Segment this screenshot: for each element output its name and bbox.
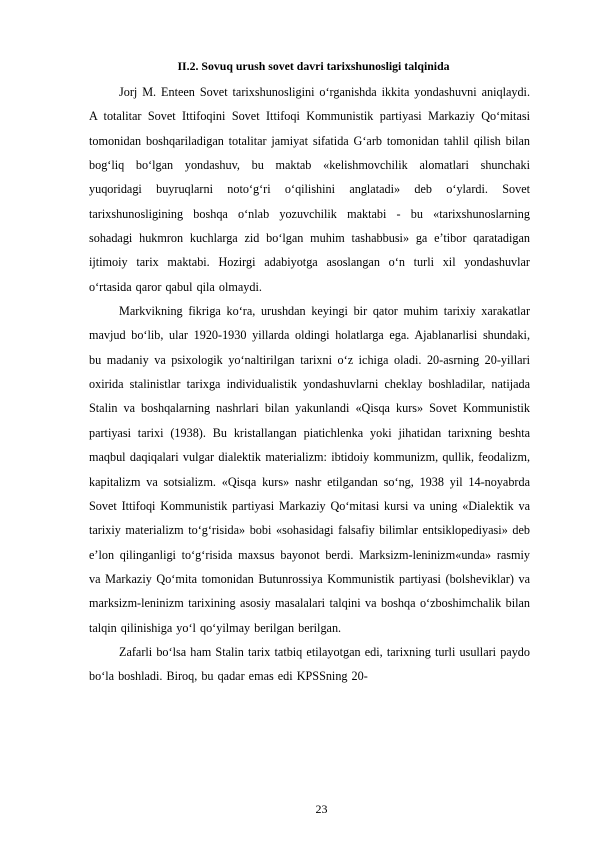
paragraph-3: Zafarli bo‘lsa ham Stalin tarix tatbiq etilayotgan edi, tarixning turli usullari paydo bo‘la boshladi. Biroq, bu qadar emas edi KPSSning 20- — [89, 644, 530, 684]
body-text — [89, 80, 530, 689]
paragraph-1: Jorj M. Enteen Sovet tarixshunosligini o‘rganishda ikkita yondashuvni aniqlaydi. A totalitar Sovet Ittifoqini Sovet Ittifoqi Kommunistik partiyasi Markaziy Qo‘mitasi tomonidan boshqariladigan totalitar jamiyat sifatida G‘arb tomonidan tahlil qilish bilan bog‘liq bo‘lgan yondashuv, bu maktab «kelishmovchilik alomatlari shunchaki yuqoridagi buyruqlarni noto‘g‘ri o‘qilishini anglatadi» deb o‘ylardi. Sovet tarixshunosligining boshqa o‘nlab yozuvchilik maktabi - bu «tarixshunoslarning sohadagi hukmron kuchlarga zid bo‘lgan muhim tashabbusi» ga e’tibor qaratadigan ijtimoiy tarix maktabi. Hozirgi adabiyotga asoslangan o‘n turli xil yondashuvlar o‘rtasida qaror qabul qila olmaydi. — [89, 85, 530, 294]
page-number: 23 — [315, 802, 328, 816]
paragraph-2: Markvikning fikriga ko‘ra, urushdan keyingi bir qator muhim tarixiy xarakatlar mavjud bo‘lib, ular 1920-1930 yillarda oldingi holatlarga ega. Ajablanarlisi shundaki, bu madaniy va psixologik yo‘naltirilgan tarixni o‘z ichiga oladi. 20-asrning 20-yillari oxirida stalinistlar tarixga individualistik yondashuvlarni cheklay boshladilar, natijada Stalin va boshqalarning nashrlari bilan yakunlandi «Qisqa kurs» Sovet Kommunistik partiyasi tarixi (1938). Bu kristallangan piatichlenka yoki jihatidan tarixning beshta maqbul daqiqalari vulgar dialektik materializm: ibtidoiy kommunizm, qullik, feodalizm, kapitalizm va sotsializm. «Qisqa kurs» nashr etilgandan so‘ng, 1938 yil 14-noyabrda Sovet Ittifoqi Kommunistik partiyasi Markaziy Qo‘mitasi kursi va uning «Dialektik va tarixiy materializm to‘g‘risida» bobi «sohasidagi falsafiy bilimlar entsiklopediyasi» deb e’lon qilinganligi to‘g‘risida maxsus bayonot berdi. Marksizm-leninizm«unda» rasmiy va Markaziy Qo‘mita tomonidan Butunrossiya Kommunistik partiyasi (bolsheviklar) va marksizm-leninizm tarixining asosiy masalalari talqini va boshqa o‘zboshimchalik bilan talqin qilinishiga yo‘l qo‘yilmay berilgan berilgan. — [89, 304, 530, 635]
section-heading: II.2. Sovuq urush sovet davri tarixshunosligi talqinida — [177, 59, 450, 73]
